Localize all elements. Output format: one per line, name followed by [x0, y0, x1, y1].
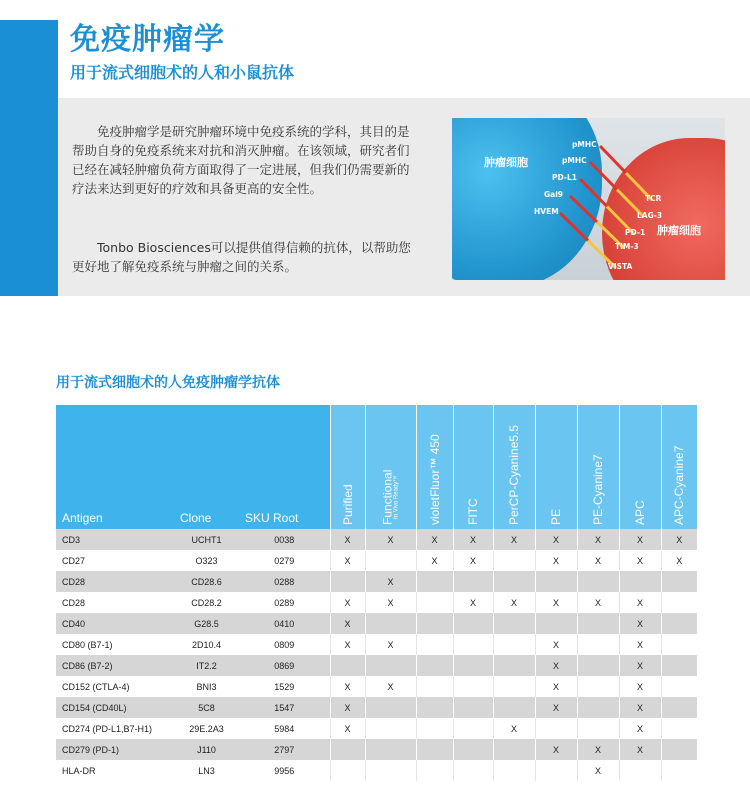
ligand-line: [570, 196, 597, 222]
cell-availability-mark: [535, 718, 577, 739]
page-subtitle: 用于流式细胞术的人和小鼠抗体: [70, 63, 295, 82]
cell-sku-root: 0869: [239, 655, 330, 676]
cell-availability-mark: X: [661, 550, 697, 571]
table-row: [56, 571, 697, 592]
cell-sku-root: 0288: [239, 571, 330, 592]
cell-availability-mark: [661, 613, 697, 634]
cell-clone: O323: [174, 550, 239, 571]
cell-antigen: CD40: [56, 613, 174, 634]
cell-availability-mark: [661, 739, 697, 760]
cell-availability-mark: [493, 655, 535, 676]
cell-sku-root: 2797: [239, 739, 330, 760]
cell-availability-mark: [619, 760, 661, 781]
cell-clone: LN3: [174, 760, 239, 781]
cell-availability-mark: X: [535, 676, 577, 697]
header-conjugate: Functional In Vivo Ready™: [365, 405, 416, 529]
cell-availability-mark: [661, 697, 697, 718]
cell-antigen: CD154 (CD40L): [56, 697, 174, 718]
cell-availability-mark: [577, 613, 619, 634]
cell-availability-mark: [416, 571, 453, 592]
cell-availability-mark: X: [416, 550, 453, 571]
cell-availability-mark: X: [453, 529, 493, 550]
header-sku-root: SKU Root: [239, 405, 330, 529]
cell-availability-mark: [661, 676, 697, 697]
cell-availability-mark: [493, 613, 535, 634]
left-cell-label: 肿瘤细胞: [484, 156, 528, 169]
cell-availability-mark: [577, 634, 619, 655]
cell-sku-root: 1529: [239, 676, 330, 697]
molecule-label: HVEM: [534, 207, 559, 216]
cell-availability-mark: X: [330, 697, 365, 718]
cell-clone: 29E.2A3: [174, 718, 239, 739]
molecule-label: pMHC: [572, 140, 597, 149]
table-row: [56, 550, 697, 571]
table-row: [56, 592, 697, 613]
cell-availability-mark: X: [535, 655, 577, 676]
cell-availability-mark: X: [535, 592, 577, 613]
header-conjugate: APC-Cyanine7: [661, 405, 697, 529]
cell-availability-mark: [493, 739, 535, 760]
right-cell-label: 肿瘤细胞: [657, 224, 701, 237]
cell-availability-mark: [416, 655, 453, 676]
cell-availability-mark: X: [577, 760, 619, 781]
ligand-line: [600, 146, 626, 173]
cell-antigen: CD28: [56, 592, 174, 613]
cell-availability-mark: [416, 697, 453, 718]
cell-availability-mark: [365, 697, 416, 718]
cell-availability-mark: [577, 571, 619, 592]
cell-availability-mark: X: [619, 655, 661, 676]
cell-availability-mark: X: [619, 613, 661, 634]
cell-clone: IT2.2: [174, 655, 239, 676]
intro-paragraph-2: Tonbo Biosciences可以提供值得信赖的抗体，以帮助您更好地了解免疫系统与肿瘤之间的关系。: [72, 240, 411, 274]
cell-availability-mark: [535, 613, 577, 634]
cell-availability-mark: [577, 655, 619, 676]
cell-antigen: CD86 (B7-2): [56, 655, 174, 676]
cell-clone: J110: [174, 739, 239, 760]
cell-antigen: CD80 (B7-1): [56, 634, 174, 655]
cell-availability-mark: X: [619, 529, 661, 550]
cell-availability-mark: X: [535, 529, 577, 550]
cell-sku-root: 0038: [239, 529, 330, 550]
cell-availability-mark: X: [330, 592, 365, 613]
cell-availability-mark: X: [535, 634, 577, 655]
cell-availability-mark: [453, 718, 493, 739]
cell-availability-mark: [493, 571, 535, 592]
intro-paragraph-1: 免疫肿瘤学是研究肿瘤环境中免疫系统的学科，其目的是帮助自身的免疫系统来对抗和消灭肿瘤。在该领域，研究者们已经在减轻肿瘤负荷方面取得了一定进展，但我们仍需要新的疗法来达到更好的疗效和具备更高的安全性。: [72, 124, 410, 196]
cell-availability-mark: [365, 655, 416, 676]
cell-clone: UCHT1: [174, 529, 239, 550]
cell-availability-mark: X: [365, 529, 416, 550]
ligand-line: [580, 179, 607, 207]
cell-availability-mark: [493, 697, 535, 718]
cell-sku-root: 0289: [239, 592, 330, 613]
cell-availability-mark: [416, 760, 453, 781]
cell-availability-mark: [577, 718, 619, 739]
antibody-table: [56, 405, 697, 781]
cell-availability-mark: [453, 760, 493, 781]
cell-availability-mark: [416, 718, 453, 739]
immune-checkpoint-illustration: [452, 118, 725, 280]
molecule-label: PD-1: [625, 228, 646, 237]
cell-sku-root: 0809: [239, 634, 330, 655]
cell-availability-mark: [493, 550, 535, 571]
cell-availability-mark: [365, 760, 416, 781]
cell-availability-mark: X: [577, 592, 619, 613]
table-row: [56, 529, 697, 550]
cell-availability-mark: X: [535, 697, 577, 718]
ligand-line: [560, 213, 588, 241]
cell-clone: BNI3: [174, 676, 239, 697]
cell-availability-mark: [661, 718, 697, 739]
table-title: 用于流式细胞术的人免疫肿瘤学抗体: [56, 375, 280, 391]
table-row: [56, 718, 697, 739]
molecule-label: TIM-3: [615, 242, 639, 251]
cell-availability-mark: [330, 739, 365, 760]
cell-availability-mark: [453, 739, 493, 760]
cell-availability-mark: [661, 571, 697, 592]
cell-availability-mark: [493, 634, 535, 655]
header-conjugate: APC: [619, 405, 661, 529]
cell-availability-mark: X: [493, 718, 535, 739]
cell-availability-mark: [416, 592, 453, 613]
cell-availability-mark: X: [619, 634, 661, 655]
cell-availability-mark: X: [330, 550, 365, 571]
ligand-line: [590, 162, 617, 190]
cell-availability-mark: [577, 697, 619, 718]
cell-availability-mark: [416, 739, 453, 760]
cell-availability-mark: [416, 613, 453, 634]
table-header-row: [56, 405, 697, 529]
cell-availability-mark: X: [453, 592, 493, 613]
header-antigen: Antigen: [56, 405, 174, 529]
accent-bar: [0, 20, 58, 296]
cell-availability-mark: X: [577, 550, 619, 571]
cell-availability-mark: [619, 571, 661, 592]
cell-availability-mark: [661, 634, 697, 655]
cell-antigen: CD27: [56, 550, 174, 571]
cell-antigen: CD152 (CTLA-4): [56, 676, 174, 697]
cell-availability-mark: [365, 739, 416, 760]
molecule-label: PD-L1: [552, 173, 577, 182]
table-row: [56, 655, 697, 676]
table-body: [56, 529, 697, 781]
header-clone: Clone: [174, 405, 239, 529]
header-conjugate: violetFluor™ 450: [416, 405, 453, 529]
cell-availability-mark: X: [619, 718, 661, 739]
cell-antigen: CD3: [56, 529, 174, 550]
cell-antigen: HLA-DR: [56, 760, 174, 781]
table-row: [56, 739, 697, 760]
cell-availability-mark: [330, 571, 365, 592]
cell-availability-mark: [577, 676, 619, 697]
cell-availability-mark: X: [577, 739, 619, 760]
cell-availability-mark: [453, 655, 493, 676]
header-conjugate: PE: [535, 405, 577, 529]
cell-availability-mark: X: [493, 592, 535, 613]
cell-availability-mark: X: [330, 676, 365, 697]
cell-availability-mark: [661, 760, 697, 781]
cell-availability-mark: [330, 655, 365, 676]
cell-availability-mark: X: [619, 550, 661, 571]
table-row: [56, 760, 697, 781]
cell-availability-mark: [453, 613, 493, 634]
cell-availability-mark: X: [661, 529, 697, 550]
cell-sku-root: 1547: [239, 697, 330, 718]
cell-clone: 2D10.4: [174, 634, 239, 655]
cell-availability-mark: X: [535, 550, 577, 571]
cell-availability-mark: [330, 760, 365, 781]
cell-availability-mark: X: [619, 592, 661, 613]
cell-availability-mark: X: [365, 592, 416, 613]
cell-availability-mark: X: [577, 529, 619, 550]
header-conjugate: FITC: [453, 405, 493, 529]
cell-availability-mark: X: [619, 697, 661, 718]
cell-availability-mark: [453, 571, 493, 592]
cell-availability-mark: X: [365, 571, 416, 592]
cell-clone: 5C8: [174, 697, 239, 718]
cell-availability-mark: [453, 676, 493, 697]
cell-clone: G28.5: [174, 613, 239, 634]
cell-antigen: CD274 (PD-L1,B7-H1): [56, 718, 174, 739]
molecule-label: LAG-3: [637, 211, 663, 220]
molecule-label: Gal9: [544, 190, 564, 199]
cell-availability-mark: X: [365, 676, 416, 697]
header-conjugate: Purified: [330, 405, 365, 529]
table-row: [56, 613, 697, 634]
cell-availability-mark: [493, 760, 535, 781]
cell-availability-mark: [453, 634, 493, 655]
cell-clone: CD28.6: [174, 571, 239, 592]
cell-availability-mark: [493, 676, 535, 697]
cell-availability-mark: [416, 634, 453, 655]
cell-availability-mark: X: [330, 613, 365, 634]
cell-availability-mark: [535, 571, 577, 592]
table-row: [56, 634, 697, 655]
cell-availability-mark: [365, 613, 416, 634]
cell-antigen: CD28: [56, 571, 174, 592]
cell-availability-mark: [416, 676, 453, 697]
cell-sku-root: 0279: [239, 550, 330, 571]
cell-sku-root: 0410: [239, 613, 330, 634]
table-row: [56, 697, 697, 718]
header-conjugate: PE-Cyanine7: [577, 405, 619, 529]
cell-availability-mark: X: [535, 739, 577, 760]
cell-availability-mark: [661, 592, 697, 613]
cell-antigen: CD279 (PD-1): [56, 739, 174, 760]
cell-sku-root: 5984: [239, 718, 330, 739]
cell-sku-root: 9956: [239, 760, 330, 781]
cell-availability-mark: [661, 655, 697, 676]
cell-availability-mark: X: [330, 718, 365, 739]
cell-availability-mark: X: [365, 634, 416, 655]
cell-availability-mark: X: [619, 676, 661, 697]
table-row: [56, 676, 697, 697]
molecule-label: VISTA: [608, 262, 633, 271]
cell-availability-mark: [365, 550, 416, 571]
cell-availability-mark: X: [416, 529, 453, 550]
cell-availability-mark: X: [619, 739, 661, 760]
page-title: 免疫肿瘤学: [70, 22, 225, 57]
cell-availability-mark: X: [330, 634, 365, 655]
cell-availability-mark: X: [330, 529, 365, 550]
cell-availability-mark: X: [453, 550, 493, 571]
molecule-label: TCR: [645, 194, 662, 203]
cell-clone: CD28.2: [174, 592, 239, 613]
cell-availability-mark: [453, 697, 493, 718]
cell-availability-mark: X: [493, 529, 535, 550]
cell-availability-mark: [535, 760, 577, 781]
molecule-label: pMHC: [562, 156, 587, 165]
header-conjugate: PerCP-Cyanine5.5: [493, 405, 535, 529]
cell-availability-mark: [365, 718, 416, 739]
